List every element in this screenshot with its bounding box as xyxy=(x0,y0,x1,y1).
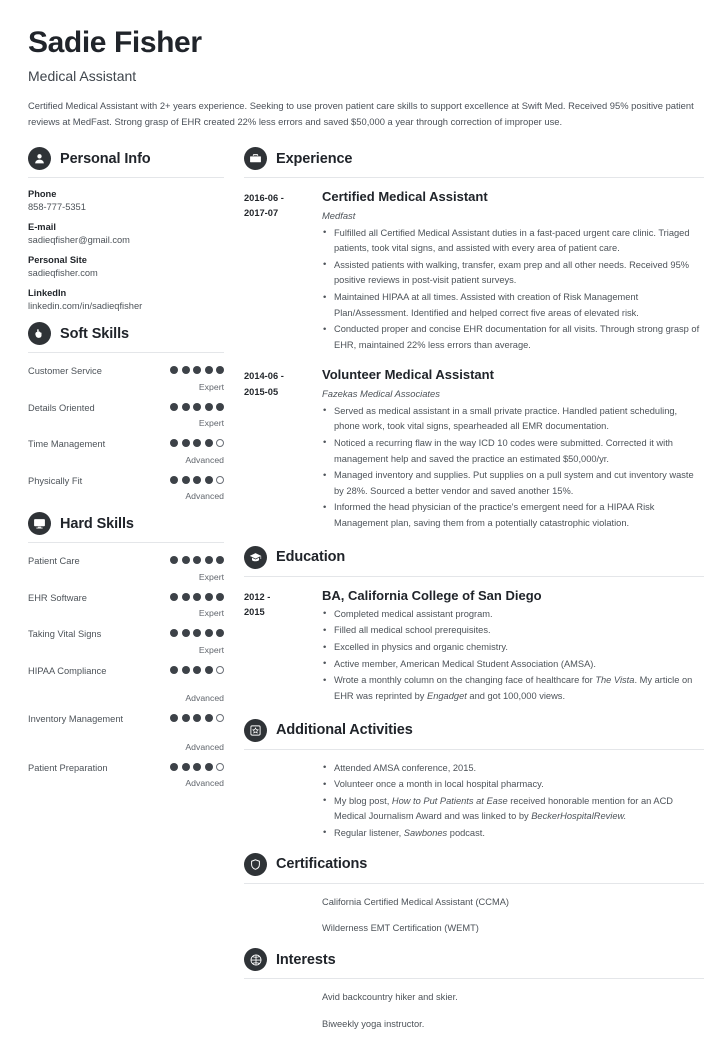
skill-rating xyxy=(170,401,224,411)
soft-skills-list xyxy=(28,364,224,501)
experience-entry xyxy=(244,189,704,354)
rating-dot xyxy=(193,439,201,447)
rating-dot xyxy=(170,476,178,484)
bullet-item: • Active member, American Medical Student Association (AMSA). xyxy=(322,657,704,673)
section-divider xyxy=(244,978,704,979)
bullet-item: • Maintained HIPAA at all times. Assisted with creation of Risk Management Plan/Assessment. Identified and helped correct five areas of elevated risk. xyxy=(322,290,704,321)
left-column xyxy=(28,147,224,797)
rating-dot xyxy=(205,666,213,674)
skill-rating xyxy=(170,712,224,722)
rating-dot xyxy=(170,439,178,447)
rating-dot xyxy=(216,366,224,374)
rating-dot xyxy=(205,366,213,374)
rating-dot xyxy=(205,714,213,722)
rating-dot xyxy=(182,439,190,447)
personal-info-label: E-mail xyxy=(28,222,56,233)
skill-level: Advanced xyxy=(185,741,224,752)
section-divider xyxy=(244,883,704,884)
rating-dot xyxy=(182,629,190,637)
rating-dot xyxy=(182,476,190,484)
rating-dot xyxy=(193,666,201,674)
section-divider xyxy=(28,352,224,353)
rating-dot xyxy=(216,714,224,722)
skill-item xyxy=(28,474,224,501)
skill-rating xyxy=(170,554,224,564)
section-header xyxy=(28,322,224,352)
rating-dot xyxy=(182,666,190,674)
entry-bullets xyxy=(322,607,704,705)
entry-organization: Medfast xyxy=(322,209,356,221)
rating-dot xyxy=(170,714,178,722)
skill-level: Expert xyxy=(198,644,224,655)
section-title: Education xyxy=(276,549,346,566)
rating-dot xyxy=(170,666,178,674)
interests-list xyxy=(244,990,704,1032)
rating-dot xyxy=(193,476,201,484)
candidate-name: Sadie Fisher xyxy=(28,26,202,59)
bullet-item: • Served as medical assistant in a small private practice. Handled patient scheduling, phone work, took vital signs, spearheaded all EMR documentation. xyxy=(322,404,704,435)
skill-rating xyxy=(170,437,224,447)
interest-item: Avid backcountry hiker and skier. xyxy=(322,992,458,1003)
skill-rating xyxy=(170,591,224,601)
personal-info-value: 858-777-5351 xyxy=(28,202,86,213)
rating-dot xyxy=(216,403,224,411)
personal-info-label: Phone xyxy=(28,189,57,200)
skill-name: Time Management xyxy=(28,439,106,450)
education-list xyxy=(244,588,704,706)
rating-dot xyxy=(182,593,190,601)
graduation-cap-icon xyxy=(244,546,267,569)
section-hard-skills xyxy=(28,512,224,788)
skill-level: Expert xyxy=(198,571,224,582)
entry-date: 2016-06 - 2017-07 xyxy=(244,193,284,219)
section-certifications xyxy=(244,853,704,937)
briefcase-icon xyxy=(244,147,267,170)
rating-dot xyxy=(170,366,178,374)
section-title: Certifications xyxy=(276,856,368,873)
skill-rating xyxy=(170,664,224,674)
bullet-item: • Excelled in physics and organic chemistry. xyxy=(322,640,704,656)
personal-info-value: linkedin.com/in/sadieqfisher xyxy=(28,301,143,312)
certifications-list xyxy=(244,895,704,937)
personal-info-list xyxy=(28,189,224,311)
entry-role: Volunteer Medical Assistant xyxy=(322,367,494,383)
section-interests xyxy=(244,948,704,1032)
section-header xyxy=(244,147,704,177)
skill-item xyxy=(28,664,224,703)
section-header xyxy=(244,546,704,576)
skill-item xyxy=(28,712,224,751)
personal-info-value: sadieqfisher.com xyxy=(28,268,98,279)
personal-info-item xyxy=(28,255,224,278)
section-header xyxy=(244,719,704,749)
section-header xyxy=(244,853,704,883)
personal-info-label: LinkedIn xyxy=(28,288,67,299)
activity-item: • My blog post, How to Put Patients at Ease received honorable mention for an ACD Medical Journalism Award and was linked to by BeckerHospitalReview. xyxy=(322,794,704,825)
rating-dot xyxy=(216,593,224,601)
bullet-item: • Completed medical assistant program. xyxy=(322,607,704,623)
skill-rating xyxy=(170,364,224,374)
hard-skills-list xyxy=(28,554,224,788)
skill-name: EHR Software xyxy=(28,592,87,603)
rating-dot xyxy=(193,763,201,771)
rating-dot xyxy=(216,629,224,637)
certification-item: Wilderness EMT Certification (WEMT) xyxy=(322,923,479,934)
skill-level: Advanced xyxy=(185,454,224,465)
skill-name: HIPAA Compliance xyxy=(28,665,107,676)
skill-rating xyxy=(170,627,224,637)
rating-dot xyxy=(205,439,213,447)
rating-dot xyxy=(182,403,190,411)
section-experience xyxy=(244,147,704,532)
skill-name: Details Oriented xyxy=(28,402,95,413)
rating-dot xyxy=(193,556,201,564)
skill-name: Customer Service xyxy=(28,366,102,377)
skill-item xyxy=(28,591,224,618)
section-title: Personal Info xyxy=(60,150,151,167)
rating-dot xyxy=(182,714,190,722)
rating-dot xyxy=(193,714,201,722)
skill-level: Advanced xyxy=(185,778,224,789)
rating-dot xyxy=(170,403,178,411)
rating-dot xyxy=(205,556,213,564)
personal-info-item xyxy=(28,189,224,212)
skill-item xyxy=(28,627,224,654)
entry-date: 2014-06 - 2015-05 xyxy=(244,371,284,397)
shield-icon xyxy=(244,853,267,876)
bullet-item: • Noticed a recurring flaw in the way ICD 10 codes were submitted. Corrected it with management help and saved the practice an estimated $50,000/yr. xyxy=(322,436,704,467)
skill-rating xyxy=(170,474,224,484)
rating-dot xyxy=(182,763,190,771)
resume-columns xyxy=(28,147,704,1044)
activities-list xyxy=(244,761,704,842)
section-title: Soft Skills xyxy=(60,325,129,342)
bullet-item: • Managed inventory and supplies. Put supplies on a pull system and cut inventory waste by 28%. Sourced a better vendor and saved another 15%. xyxy=(322,468,704,499)
education-entry xyxy=(244,588,704,706)
star-badge-icon xyxy=(244,719,267,742)
rating-dot xyxy=(170,763,178,771)
basketball-icon xyxy=(244,948,267,971)
experience-list xyxy=(244,189,704,532)
entry-degree: BA, California College of San Diego xyxy=(322,587,542,603)
entry-role: Certified Medical Assistant xyxy=(322,189,488,205)
rating-dot xyxy=(216,763,224,771)
rating-dot xyxy=(205,476,213,484)
rating-dot xyxy=(216,666,224,674)
section-header xyxy=(28,512,224,542)
hand-heart-icon xyxy=(28,322,51,345)
bullet-item: • Informed the head physician of the practice's emergent need for a HIPAA Risk Management plan, saving them from a potentially catastrophic violation. xyxy=(322,500,704,531)
section-title: Additional Activities xyxy=(276,722,413,738)
section-soft-skills xyxy=(28,322,224,501)
rating-dot xyxy=(216,556,224,564)
section-divider xyxy=(244,177,704,178)
bullet-item: • Wrote a monthly column on the changing face of healthcare for The Vista. My article on EHR was reprinted by Engadget and got 100,000 views. xyxy=(322,673,704,704)
rating-dot xyxy=(193,366,201,374)
skill-item xyxy=(28,761,224,788)
section-divider xyxy=(244,576,704,577)
bullet-item: • Filled all medical school prerequisites. xyxy=(322,623,704,639)
skill-item xyxy=(28,437,224,464)
entry-organization: Fazekas Medical Associates xyxy=(322,387,440,399)
entry-date: 2012 - 2015 xyxy=(244,591,271,617)
professional-summary: Certified Medical Assistant with 2+ years experience. Seeking to use proven patient care skills to support excellence at Swift Med. Received 95% positive patient reviews at MedFast. Strong grasp of EHR created 22% less errors and saved $50,000 a year through correction of improper use. xyxy=(28,100,694,128)
skill-name: Taking Vital Signs xyxy=(28,629,102,640)
skill-level: Expert xyxy=(198,608,224,619)
skill-rating xyxy=(170,761,224,771)
bullet-item: • Assisted patients with walking, transfer, exam prep and all other needs. Received 95% positive reviews in post-visit patient surveys. xyxy=(322,258,704,289)
rating-dot xyxy=(205,593,213,601)
rating-dot xyxy=(193,629,201,637)
candidate-job-title: Medical Assistant xyxy=(28,68,137,84)
rating-dot xyxy=(216,476,224,484)
rating-dot xyxy=(193,593,201,601)
section-additional-activities xyxy=(244,719,704,842)
skill-name: Physically Fit xyxy=(28,475,83,486)
skill-item xyxy=(28,401,224,428)
personal-info-label: Personal Site xyxy=(28,255,87,266)
section-title: Experience xyxy=(276,150,353,167)
entry-bullets xyxy=(322,226,704,354)
skill-item xyxy=(28,364,224,391)
activity-item: • Attended AMSA conference, 2015. xyxy=(322,761,704,777)
section-education xyxy=(244,546,704,706)
rating-dot xyxy=(205,629,213,637)
rating-dot xyxy=(205,763,213,771)
activity-item: • Volunteer once a month in local hospital pharmacy. xyxy=(322,777,704,793)
entry-bullets xyxy=(322,404,704,532)
user-icon xyxy=(28,147,51,170)
personal-info-value: sadieqfisher@gmail.com xyxy=(28,235,130,246)
section-divider xyxy=(28,177,224,178)
resume-header xyxy=(28,26,704,130)
rating-dot xyxy=(216,439,224,447)
rating-dot xyxy=(170,556,178,564)
section-divider xyxy=(244,749,704,750)
section-title: Hard Skills xyxy=(60,515,134,532)
skill-level: Advanced xyxy=(185,491,224,502)
skill-name: Patient Care xyxy=(28,556,80,567)
skill-name: Patient Preparation xyxy=(28,762,108,773)
rating-dot xyxy=(182,556,190,564)
interest-item: Biweekly yoga instructor. xyxy=(322,1019,425,1030)
section-header xyxy=(28,147,224,177)
rating-dot xyxy=(170,593,178,601)
personal-info-item xyxy=(28,222,224,245)
section-divider xyxy=(28,542,224,543)
bullet-item: • Conducted proper and concise EHR documentation for all visits. Through strong grasp of EHR, maintained 22% less errors than average. xyxy=(322,322,704,353)
rating-dot xyxy=(193,403,201,411)
skill-level: Expert xyxy=(198,418,224,429)
activity-item: • Regular listener, Sawbones podcast. xyxy=(322,826,704,842)
skill-level: Advanced xyxy=(185,693,224,704)
rating-dot xyxy=(205,403,213,411)
skill-level: Expert xyxy=(198,381,224,392)
section-personal-info xyxy=(28,147,224,311)
rating-dot xyxy=(170,629,178,637)
experience-entry xyxy=(244,367,704,532)
right-column xyxy=(244,147,704,1044)
personal-info-item xyxy=(28,288,224,311)
bullet-item: • Fulfilled all Certified Medical Assistant duties in a fast-paced urgent care clinic. Triaged patients, took vital signs, and assisted with every area of patient care. xyxy=(322,226,704,257)
section-title: Interests xyxy=(276,951,336,968)
skill-name: Inventory Management xyxy=(28,714,124,725)
skill-item xyxy=(28,554,224,581)
section-header xyxy=(244,948,704,978)
monitor-icon xyxy=(28,512,51,535)
certification-item: California Certified Medical Assistant (CCMA) xyxy=(322,896,510,907)
rating-dot xyxy=(182,366,190,374)
